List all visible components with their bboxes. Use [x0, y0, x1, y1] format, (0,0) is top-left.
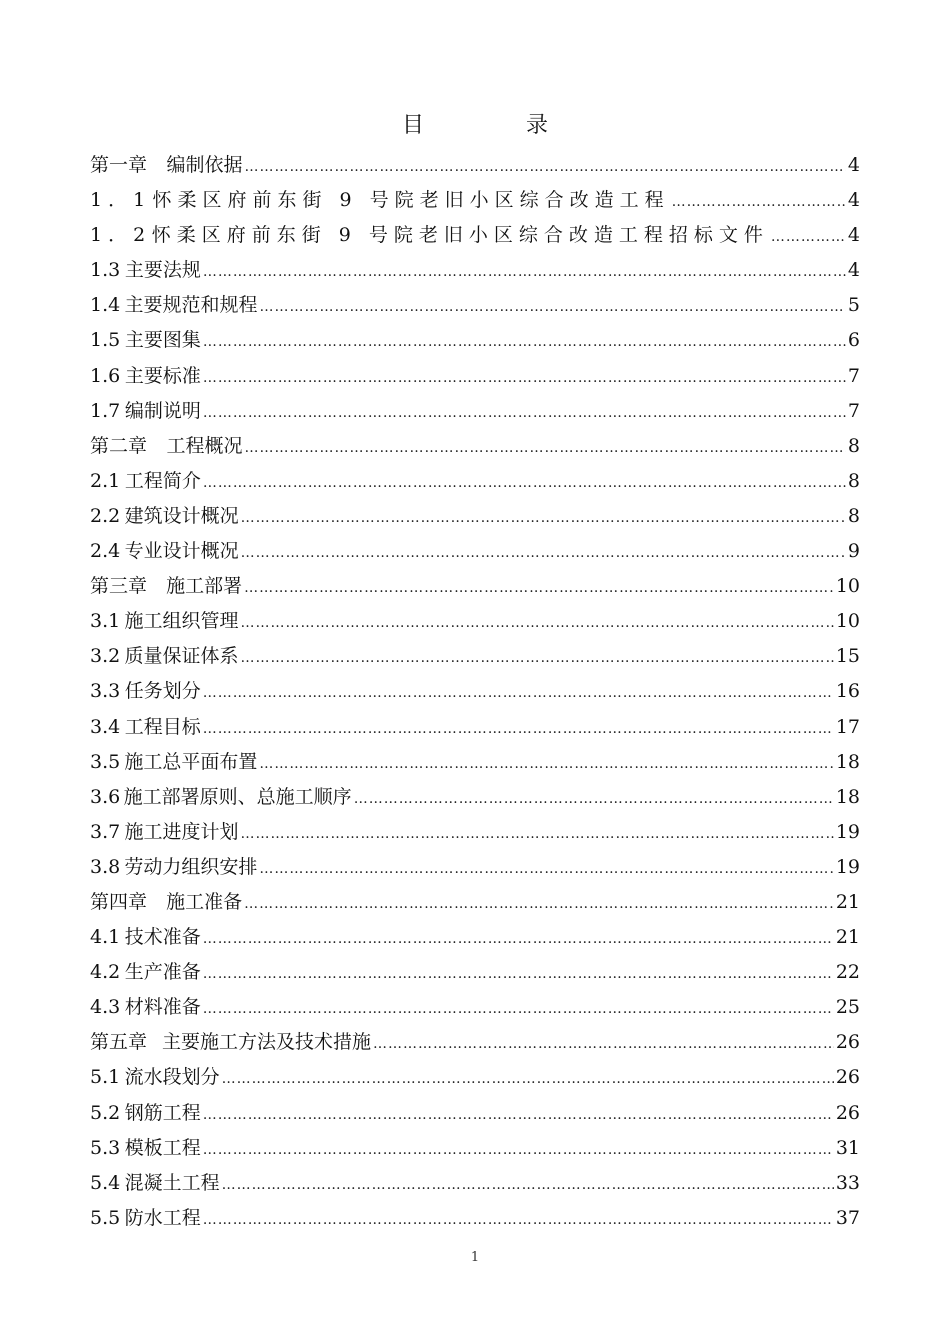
toc-entry-number: 4.3	[90, 996, 121, 1019]
toc-section-entry[interactable]	[90, 920, 860, 955]
toc-entry-label: 流水段划分	[124, 1066, 220, 1089]
toc-entry-label: 混凝土工程	[124, 1171, 220, 1194]
toc-entry-page: 15	[835, 645, 860, 668]
toc-entry-page: 6	[847, 329, 860, 352]
toc-entry-page: 7	[847, 399, 860, 422]
toc-entry-label: 防水工程	[124, 1206, 201, 1229]
toc-entry-number: 2.1	[90, 469, 121, 492]
toc-dot-leader	[203, 712, 834, 747]
toc-entry-label: 主要施工方法及技术措施	[161, 1031, 371, 1054]
toc-section-entry[interactable]	[90, 850, 860, 885]
toc-section-entry[interactable]	[90, 990, 860, 1025]
toc-dot-leader	[354, 782, 834, 817]
toc-chapter-entry[interactable]	[90, 148, 860, 183]
toc-chapter-entry[interactable]	[90, 885, 860, 920]
toc-entry-page: 18	[835, 750, 860, 773]
toc-section-entry[interactable]	[90, 674, 860, 709]
toc-entry-label: 建筑设计概况	[124, 504, 239, 527]
toc-entry-page: 4	[847, 189, 860, 212]
toc-section-entry[interactable]	[90, 288, 860, 323]
toc-entry-label: 工程简介	[124, 469, 201, 492]
toc-entry-page: 4	[847, 154, 860, 176]
toc-entry-page: 18	[835, 785, 860, 808]
toc-entry-page: 19	[835, 855, 860, 878]
toc-entry-page: 21	[835, 890, 860, 913]
toc-entry-label: 模板工程	[124, 1136, 201, 1159]
toc-section-entry[interactable]	[90, 955, 860, 990]
toc-entry-number: 5.4	[90, 1171, 121, 1194]
toc-entry-label: 主要标准	[124, 364, 201, 387]
toc-section-entry[interactable]	[90, 534, 860, 569]
toc-dot-leader	[771, 220, 846, 255]
toc-entry-label: 专业设计概况	[124, 540, 239, 563]
toc-dot-leader	[203, 361, 846, 396]
toc-entry-number: 第一章	[90, 154, 148, 176]
toc-dot-leader	[244, 887, 834, 922]
toc-entry-label: 施工组织管理	[124, 610, 239, 633]
toc-dot-leader	[241, 501, 846, 536]
toc-section-entry[interactable]	[90, 710, 860, 745]
toc-dot-leader	[203, 1133, 834, 1168]
toc-section-entry[interactable]	[90, 1060, 860, 1095]
toc-dot-leader	[241, 536, 846, 571]
toc-section-entry[interactable]	[90, 639, 860, 674]
toc-entry-number: 4.1	[90, 926, 121, 949]
toc-entry-page: 26	[835, 1066, 860, 1089]
toc-entry-label: 怀柔区府前东街 9 号院老旧小区综合改造工程	[152, 189, 670, 212]
toc-section-entry[interactable]	[90, 218, 860, 253]
toc-entry-number: 1.5	[90, 329, 121, 352]
toc-entry-label: 施工部署	[166, 575, 243, 598]
toc-entry-number: 第五章	[90, 1031, 148, 1054]
toc-entry-page: 26	[835, 1101, 860, 1124]
toc-entry-page: 37	[835, 1206, 860, 1229]
toc-entry-page: 8	[847, 469, 860, 492]
toc-entry-number: 3.3	[90, 680, 121, 703]
toc-entry-label: 施工准备	[166, 890, 243, 913]
toc-entry-page: 4	[847, 259, 860, 282]
toc-entry-page: 17	[835, 715, 860, 738]
toc-dot-leader	[203, 396, 846, 431]
toc-entry-page: 8	[847, 504, 860, 527]
toc-entry-number: 2.2	[90, 504, 121, 527]
toc-dot-leader	[672, 185, 846, 220]
toc-dot-leader	[245, 431, 846, 466]
toc-entry-label: 工程目标	[124, 715, 201, 738]
toc-entry-page: 26	[835, 1031, 860, 1054]
table-of-contents	[90, 148, 860, 1236]
toc-entry-number: 3.1	[90, 610, 121, 633]
toc-entry-label: 材料准备	[124, 996, 201, 1019]
toc-entry-label: 工程概况	[166, 434, 243, 457]
toc-entry-number: 3.8	[90, 855, 121, 878]
toc-entry-number: 5.3	[90, 1136, 121, 1159]
toc-dot-leader	[203, 466, 846, 501]
toc-entry-label: 施工进度计划	[124, 820, 239, 843]
toc-entry-number: 3.6	[90, 785, 121, 808]
toc-entry-label: 施工部署原则、总施工顺序	[123, 785, 352, 808]
toc-section-entry[interactable]	[90, 1201, 860, 1236]
toc-entry-page: 5	[847, 294, 860, 317]
toc-entry-number: 3.7	[90, 820, 121, 843]
toc-dot-leader	[259, 852, 833, 887]
toc-section-entry[interactable]	[90, 1166, 860, 1201]
toc-entry-label: 钢筋工程	[124, 1101, 201, 1124]
toc-dot-leader	[259, 290, 845, 325]
toc-dot-leader	[373, 1027, 834, 1062]
toc-entry-number: 5.2	[90, 1101, 121, 1124]
toc-dot-leader	[245, 150, 846, 185]
toc-entry-label: 劳动力组织安排	[124, 855, 258, 878]
page-number: 1	[470, 1250, 480, 1265]
toc-entry-number: 第三章	[90, 575, 148, 598]
toc-entry-label: 编制依据	[166, 154, 243, 176]
toc-entry-number: 5.5	[90, 1206, 121, 1229]
toc-entry-page: 10	[835, 575, 860, 598]
toc-entry-page: 33	[835, 1171, 860, 1194]
toc-entry-page: 9	[847, 540, 860, 563]
toc-entry-number: 2.4	[90, 540, 121, 563]
toc-entry-number: 第四章	[90, 890, 148, 913]
toc-section-entry[interactable]	[90, 745, 860, 780]
toc-entry-page: 10	[835, 610, 860, 633]
toc-entry-number: 4.2	[90, 961, 121, 984]
toc-dot-leader	[203, 1098, 834, 1133]
toc-dot-leader	[222, 1062, 834, 1097]
toc-entry-page: 4	[847, 224, 860, 247]
toc-entry-number: 1.4	[90, 294, 121, 317]
toc-entry-page: 22	[835, 961, 860, 984]
toc-dot-leader	[203, 676, 834, 711]
toc-entry-label: 编制说明	[124, 399, 201, 422]
toc-dot-leader	[241, 606, 834, 641]
toc-entry-number: 3.2	[90, 645, 121, 668]
toc-section-entry[interactable]	[90, 1096, 860, 1131]
toc-dot-leader	[222, 1168, 834, 1203]
toc-entry-label: 怀柔区府前东街 9 号院老旧小区综合改造工程招标文件	[151, 224, 769, 247]
toc-entry-label: 任务划分	[124, 680, 201, 703]
toc-dot-leader	[244, 571, 834, 606]
toc-entry-number: 1.6	[90, 364, 121, 387]
toc-section-entry[interactable]	[90, 359, 860, 394]
toc-chapter-entry[interactable]	[90, 1025, 860, 1060]
toc-dot-leader	[203, 992, 834, 1027]
toc-dot-leader	[203, 255, 846, 290]
toc-entry-number: 5.1	[90, 1066, 121, 1089]
toc-section-entry[interactable]	[90, 1131, 860, 1166]
toc-entry-number: 3.4	[90, 715, 121, 738]
toc-entry-number: 1．1	[90, 189, 152, 212]
toc-entry-label: 主要规范和规程	[124, 294, 258, 317]
toc-entry-number: 1.3	[90, 259, 121, 282]
toc-entry-label: 技术准备	[124, 926, 201, 949]
toc-entry-number: 第二章	[90, 434, 148, 457]
toc-section-entry[interactable]	[90, 780, 860, 815]
toc-entry-label: 施工总平面布置	[124, 750, 258, 773]
toc-section-entry[interactable]	[90, 604, 860, 639]
toc-section-entry[interactable]	[90, 464, 860, 499]
toc-section-entry[interactable]	[90, 183, 860, 218]
toc-entry-label: 主要图集	[124, 329, 201, 352]
toc-dot-leader	[203, 922, 834, 957]
toc-entry-label: 质量保证体系	[124, 645, 239, 668]
toc-entry-page: 19	[835, 820, 860, 843]
toc-title: 目 录	[401, 113, 588, 138]
toc-entry-label: 主要法规	[124, 259, 201, 282]
toc-entry-number: 1．2	[90, 224, 152, 247]
toc-section-entry[interactable]	[90, 394, 860, 429]
toc-entry-page: 21	[835, 926, 860, 949]
toc-entry-number: 3.5	[90, 750, 121, 773]
toc-dot-leader	[241, 641, 834, 676]
toc-chapter-entry[interactable]	[90, 569, 860, 604]
toc-section-entry[interactable]	[90, 253, 860, 288]
toc-section-entry[interactable]	[90, 499, 860, 534]
toc-entry-number: 1.7	[90, 399, 121, 422]
toc-entry-label: 生产准备	[124, 961, 201, 984]
toc-entry-page: 7	[847, 364, 860, 387]
toc-entry-page: 25	[835, 996, 860, 1019]
toc-entry-page: 8	[847, 434, 860, 457]
toc-dot-leader	[259, 747, 833, 782]
toc-section-entry[interactable]	[90, 815, 860, 850]
toc-dot-leader	[203, 325, 846, 360]
toc-dot-leader	[203, 957, 834, 992]
toc-section-entry[interactable]	[90, 323, 860, 358]
toc-chapter-entry[interactable]	[90, 429, 860, 464]
toc-entry-page: 16	[835, 680, 860, 703]
toc-dot-leader	[203, 1203, 834, 1238]
toc-dot-leader	[241, 817, 834, 852]
toc-entry-page: 31	[835, 1136, 860, 1159]
